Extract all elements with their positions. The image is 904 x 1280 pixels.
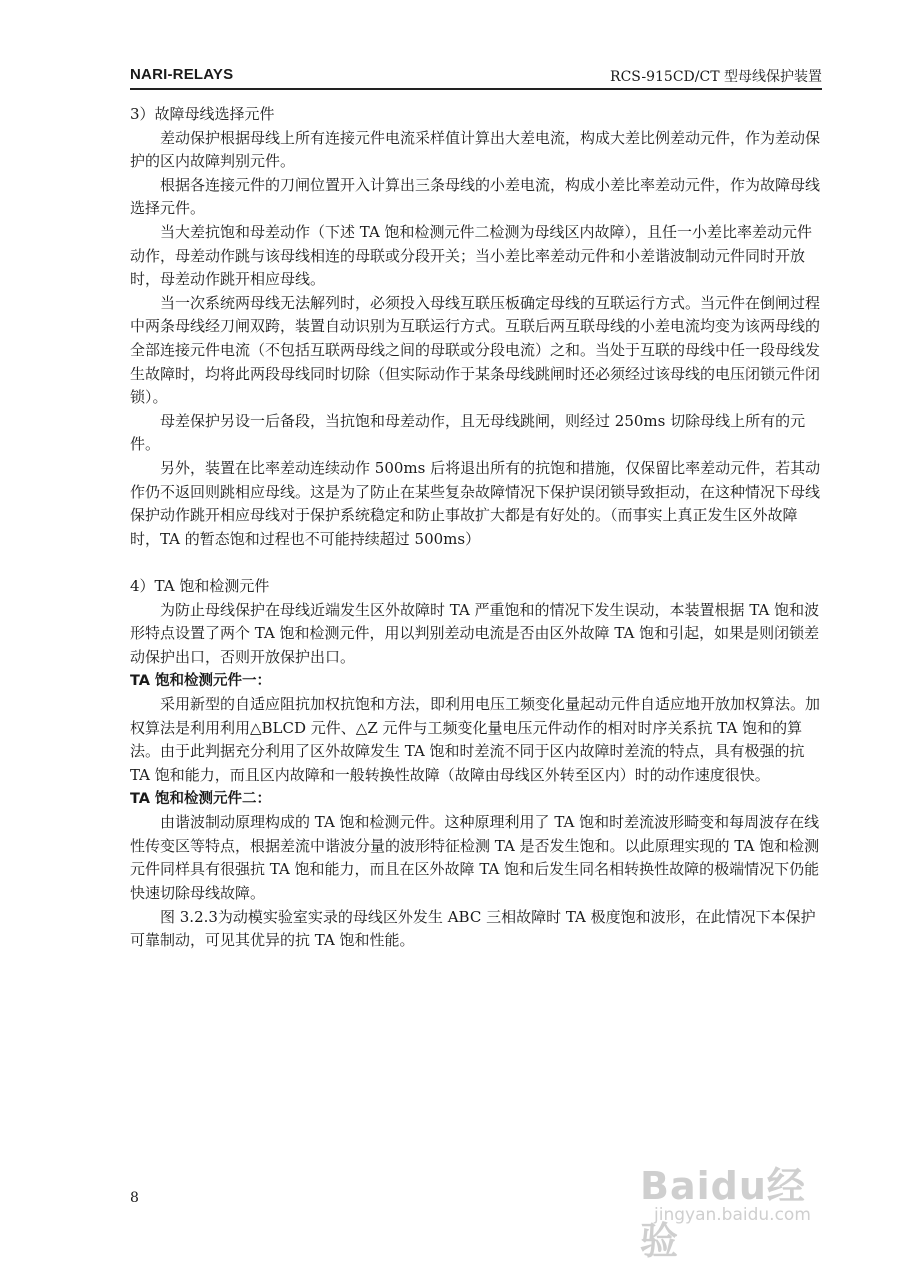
paragraph: 由谐波制动原理构成的 TA 饱和检测元件。这种原理利用了 TA 饱和时差流波形畸变和每周波存在线性传变区等特点，根据差流中谐波分量的波形特征检测 TA 是否发生饱和。以此原理实现的 TA 饱和检测元件同样具有很强抗 TA 饱和能力，而且在区外故障 TA 饱和后发生同名相转换性故障的极端情况下仍能快速切除母线故障。 <box>130 813 820 902</box>
section-4-title: 4）TA 饱和检测元件 <box>130 577 270 596</box>
subheading-detector-1: TA 饱和检测元件一： <box>130 672 272 689</box>
paragraph: 当一次系统两母线无法解列时，必须投入母线互联压板确定母线的互联运行方式。当元件在倒闸过程中两条母线经刀闸双跨，装置自动识别为互联运行方式。互联后两互联母线的小差电流均变为该两母线的全部连接元件电流（不包括互联两母线之间的母联或分段电流）之和。当处于互联的母线中任一段母线发生故障时，均将此两段母线同时切除（但实际动作于某条母线跳闸时还必须经过该母线的电压闭锁元件闭锁）。 <box>130 293 821 407</box>
baidu-watermark <box>640 1155 830 1263</box>
watermark-logo: Baidu经验 <box>640 1164 806 1263</box>
paragraph: 当大差抗饱和母差动作（下述 TA 饱和检测元件二检测为母线区内故障），且任一小差比率差动元件动作，母差动作跳与该母线相连的母联或分段开关；当小差比率差动元件和小差谐波制动元件同时开放时，母差动作跳开相应母线。 <box>130 222 813 289</box>
section-spacer <box>130 551 822 575</box>
section-3-title: 3）故障母线选择元件 <box>130 105 275 123</box>
paragraph: 差动保护根据母线上所有连接元件电流采样值计算出大差电流，构成大差比例差动元件，作为差动保护的区内故障判别元件。 <box>130 128 821 171</box>
paragraph: 母差保护另设一后备段，当抗饱和母差动作，且无母线跳闸，则经过 250ms 切除母线上所有的元件。 <box>130 411 806 454</box>
paragraph: 采用新型的自适应阻抗加权抗饱和方法，即利用电压工频变化量起动元件自适应地开放加权算法。加权算法是利用利用△BLCD 元件、△Z 元件与工频变化量电压元件动作的相对时序关系抗 TA 饱和的算法。由于此判据充分利用了区外故障发生 TA 饱和时差流不同于区内故障时差流的特点，具有极强的抗 TA 饱和能力，而且区内故障和一般转换性故障（故障由母线区外转至区内）时的动作速度很快。 <box>130 695 821 785</box>
paragraph: 图 3.2.3为动模实验室实录的母线区外发生 ABC 三相故障时 TA 极度饱和波形，在此情况下本保护可靠制动，可见其优异的抗 TA 饱和性能。 <box>130 907 816 950</box>
document-title: RCS-915CD/CT 型母线保护装置 <box>610 69 822 85</box>
company-name: NARI-RELAYS <box>130 66 234 83</box>
paragraph: 根据各连接元件的刀闸位置开入计算出三条母线的小差电流，构成小差比率差动元件，作为故障母线选择元件。 <box>130 175 821 218</box>
header-rule <box>130 88 822 90</box>
subheading-detector-2: TA 饱和检测元件二： <box>130 790 272 807</box>
page-number: 8 <box>130 1190 139 1206</box>
watermark-url: jingyan.baidu.com <box>654 1205 811 1225</box>
paragraph: 另外，装置在比率差动连续动作 500ms 后将退出所有的抗饱和措施，仅保留比率差动元件，若其动作仍不返回则跳相应母线。这是为了防止在某些复杂故障情况下保护误闭锁导致拒动，在这种情况下母线保护动作跳开相应母线对于保护系统稳定和防止事故扩大都是有好处的。（而事实上真正发生区外故障时，TA 的暂态饱和过程也不可能持续超过 500ms） <box>130 458 821 548</box>
body-text <box>130 103 822 953</box>
paragraph: 为防止母线保护在母线近端发生区外故障时 TA 严重饱和的情况下发生误动，本装置根据 TA 饱和波形特点设置了两个 TA 饱和检测元件，用以判别差动电流是否由区外故障 TA 饱和引起，如果是则闭锁差动保护出口，否则开放保护出口。 <box>130 600 820 667</box>
page-header <box>130 66 822 88</box>
